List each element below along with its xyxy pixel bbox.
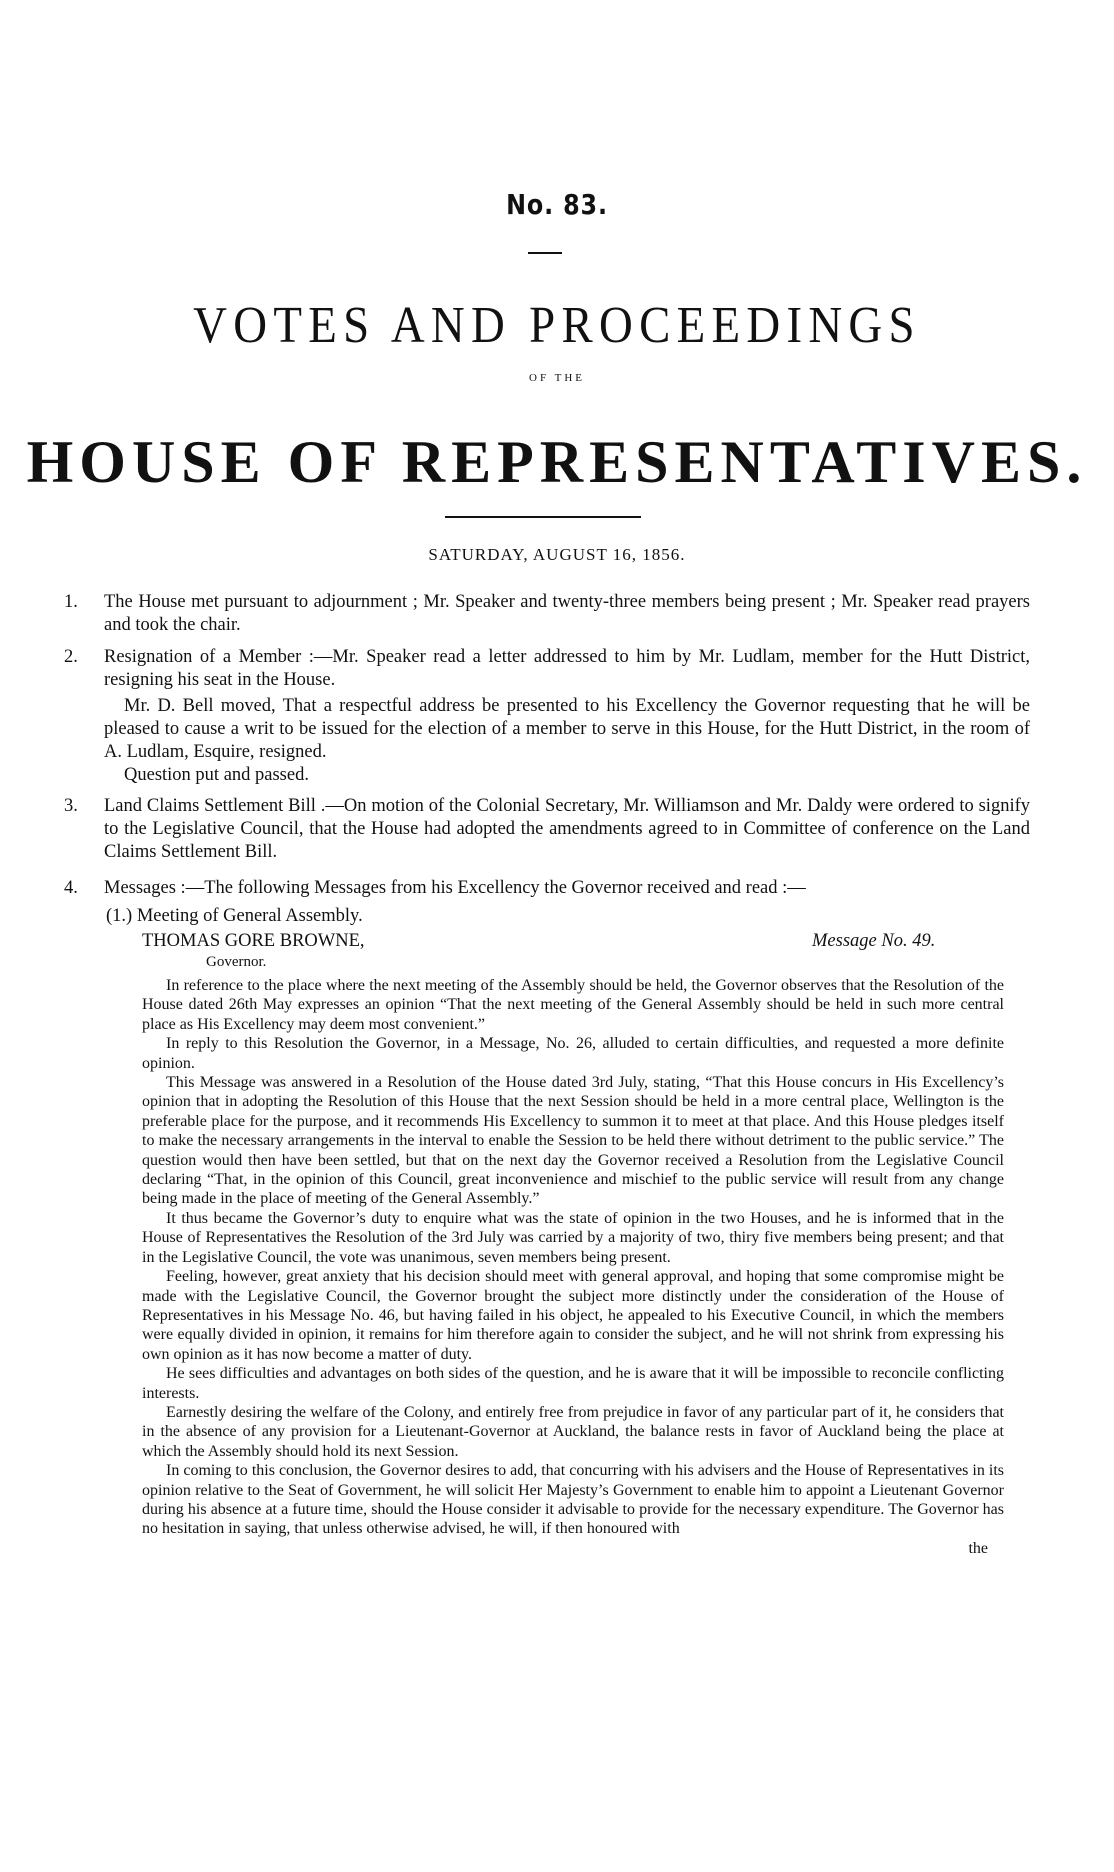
item-1 (64, 591, 1030, 640)
message-paragraph: In reference to the place where the next meeting of the Assembly should be held, the Governor observes that the Resolution of the House dated 26th May expresses an opinion “That the next meeting of the General Assembly should be held in such more central place as His Excellency may deem most convenient.” (142, 977, 1004, 1033)
item-number: 1. (64, 592, 78, 612)
item-number: 4. (64, 878, 78, 898)
catchword: the (968, 1539, 988, 1557)
message-paragraph: In reply to this Resolution the Governor, in a Message, No. 26, alluded to certain difficulties, and requested a more definite opinion. (142, 1035, 1004, 1072)
item-text: Land Claims Settlement Bill .—On motion of the Colonial Secretary, Mr. Williamson and Mr. Daldy were ordered to signify to the Legislative Council, that the House had adopted the amendments agreed to in Committee of conference on the Land Claims Settlement Bill. (104, 796, 1030, 862)
title-rule (445, 516, 641, 518)
message-paragraph: It thus became the Governor’s duty to enquire what was the state of opinion in the two Houses, and he is informed that in the House of Representatives the Resolution of the 3rd July was carried by a majority of two, thiry five members being present; and that in the Legislative Council, the vote was unanimous, seven members being present. (142, 1209, 1004, 1266)
message-paragraph: Feeling, however, great anxiety that his decision should meet with general approval, and hoping that some compromise might be made with the Legislative Council, the Governor brought the subject more distinctly under the consideration of the House of Representatives in his Message No. 46, but having failed in his object, he appealed to his Executive Council, in which the members were equally divided in opinion, it remains for him therefore again to consider the subject, and he will not shrink from expressing his own opinion as it has now become a matter of duty. (142, 1268, 1004, 1363)
message-body (142, 976, 1004, 1558)
item-4 (64, 877, 1030, 903)
item-3 (64, 795, 1030, 867)
session-date: SATURDAY, AUGUST 16, 1856. (428, 545, 686, 564)
message-label: Message No. 49. (812, 931, 936, 951)
title-of-the: OF THE (529, 372, 585, 384)
message-signer: THOMAS GORE BROWNE, (142, 931, 365, 951)
message-paragraph: In coming to this conclusion, the Governor desires to add, that concurring with his advisers and the House of Representatives in its opinion relative to the Seat of Government, he will solicit Her Majesty’s Government to enable him to appoint a Lieutenant Governor during his absence at a future time, should the House consider it advisable to provide for the necessary expenditure. The Governor has no hesitation in saying, that unless otherwise advised, he will, if then honoured with (142, 1462, 1004, 1538)
item-2 (64, 646, 1030, 787)
item-number: 3. (64, 796, 78, 816)
item-number: 2. (64, 647, 78, 667)
item-2-result: Question put and passed. (124, 765, 309, 785)
document-number: No. 83. (506, 188, 608, 221)
message-role: Governor. (206, 954, 267, 970)
message-paragraph: This Message was answered in a Resolution of the House dated 3rd July, stating, “That this House concurs in His Excellency’s opinion that in adopting the Resolution of this House that the next Session should be held in a more central place, Wellington is the preferable place for the purpose, and it recommends His Excellency to summon it to meet at that place. And this House pledges itself to make the necessary arrangements in the interval to enable the Session to be held there without detriment to the public service.” The question would then have been settled, but that on the next day the Governor received a Resolution from the Legislative Council declaring “That, in the opinion of this Council, great inconvenience and mischief to the public service will result from any change being made in the place of meeting of the General Assembly.” (142, 1074, 1004, 1208)
item-text: Resignation of a Member :—Mr. Speaker read a letter addressed to him by Mr. Ludlam, member for the Hutt District, resigning his seat in the House. (104, 647, 1030, 690)
item-text: Messages :—The following Messages from his Excellency the Governor received and read :— (104, 878, 806, 898)
message-heading: (1.) Meeting of General Assembly. (106, 906, 363, 926)
title-house-of-representatives: HOUSE OF REPRESENTATIVES. (26, 429, 1088, 495)
item-text: The House met pursuant to adjournment ; Mr. Speaker and twenty-three members being present ; Mr. Speaker read prayers and took the chair. (104, 592, 1030, 635)
item-2-motion: Mr. D. Bell moved, That a respectful address be presented to his Excellency the Governor requesting that he will be pleased to cause a writ to be issued for the election of a member to serve in this House, for the Hutt District, in the room of A. Ludlam, Esquire, resigned. (104, 696, 1030, 762)
title-votes-and-proceedings: VOTES AND PROCEEDINGS (193, 297, 921, 354)
message-paragraph: Earnestly desiring the welfare of the Colony, and entirely free from prejudice in favor of any particular part of it, he considers that in the absence of any provision for a Lieutenant-Governor at Auckland, the balance rests in favor of Auckland being the place at which the Assembly should hold its next Session. (142, 1403, 1004, 1460)
short-rule (528, 252, 562, 254)
message-paragraph: He sees difficulties and advantages on both sides of the question, and he is aware that it will be impossible to reconcile conflicting interests. (142, 1365, 1004, 1402)
